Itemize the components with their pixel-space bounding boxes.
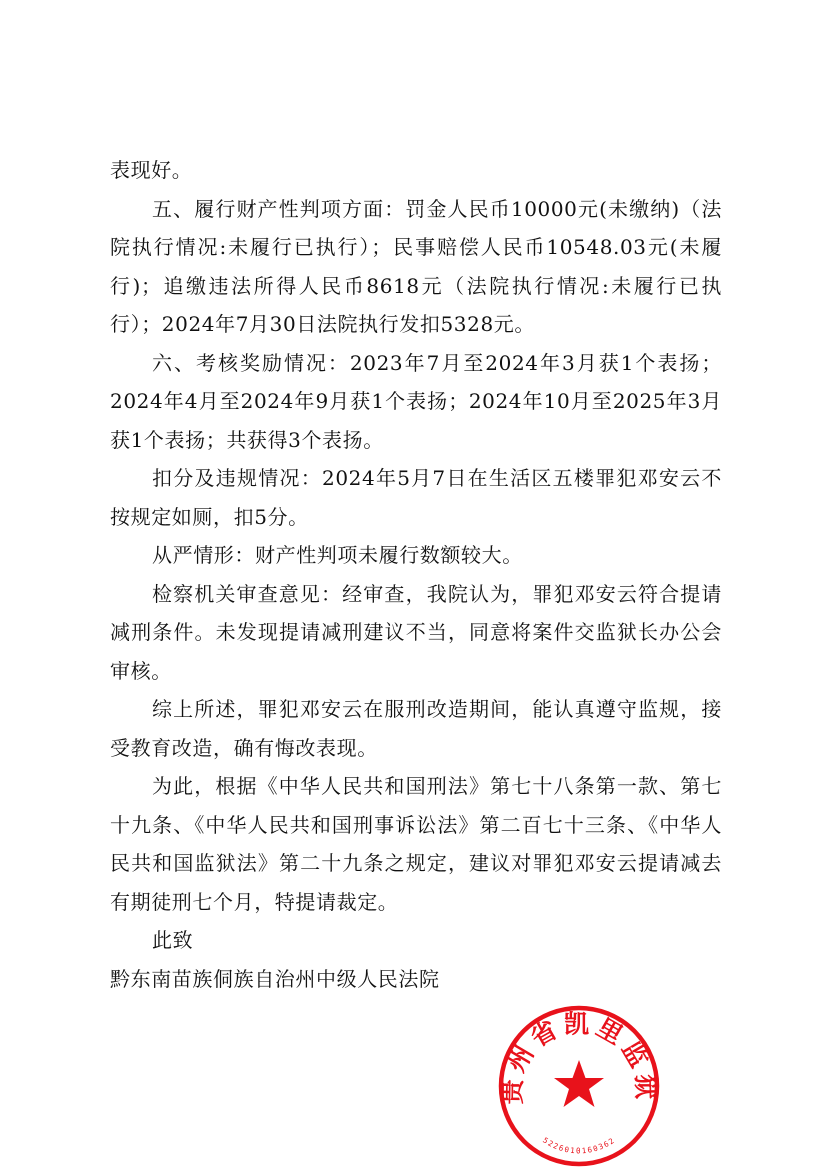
salutation: 此致 <box>152 928 194 952</box>
paragraph-continuation: 表现好。 <box>110 158 193 182</box>
official-seal-icon <box>497 1004 661 1168</box>
paragraph-summary: 综上所述，罪犯邓安云在服刑改造期间，能认真遵守监规，接受教育改造，确有悔改表现。 <box>110 697 722 760</box>
paragraph-property-judgment: 五、履行财产性判项方面：罚金人民币10000元(未缴纳)（法院执行情况:未履行已执行）；民事赔偿人民币10548.03元(未履行)；追缴违法所得人民币8618元（法院执行情况:未履行已执行）；2024年7月30日法院执行发扣5328元。 <box>110 196 722 336</box>
paragraph-procuratorate-opinion: 检察机关审查意见：经审查，我院认为，罪犯邓安云符合提请减刑条件。未发现提请减刑建议不当，同意将案件交监狱长办公会审核。 <box>110 581 722 683</box>
paragraph-strict-circumstances: 从严情形：财产性判项未履行数额较大。 <box>152 543 523 567</box>
paragraph-deductions: 扣分及违规情况：2024年5月7日在生活区五楼罪犯邓安云不按规定如厕，扣5分。 <box>110 466 722 529</box>
recipient-court: 黔东南苗族侗族自治州中级人民法院 <box>110 966 440 991</box>
seal-number: 5226010160362 <box>541 1135 617 1156</box>
svg-text:5226010160362 <box>541 1136 617 1156</box>
paragraph-rewards: 六、考核奖励情况：2023年7月至2024年3月获1个表扬；2024年4月至2024年9月获1个表扬；2024年10月至2025年3月获1个表扬；共获得3个表扬。 <box>110 350 722 452</box>
document-body <box>110 151 722 998</box>
paragraph-legal-basis: 为此，根据《中华人民共和国刑法》第七十八条第一款、第七十九条、《中华人民共和国刑事诉讼法》第二百七十三条、《中华人民共和国监狱法》第二十九条之规定，建议对罪犯邓安云提请减去有期徒刑七个月，特提请裁定。 <box>110 774 722 914</box>
seal-text: 贵州省凯里监狱 <box>497 1009 661 1105</box>
